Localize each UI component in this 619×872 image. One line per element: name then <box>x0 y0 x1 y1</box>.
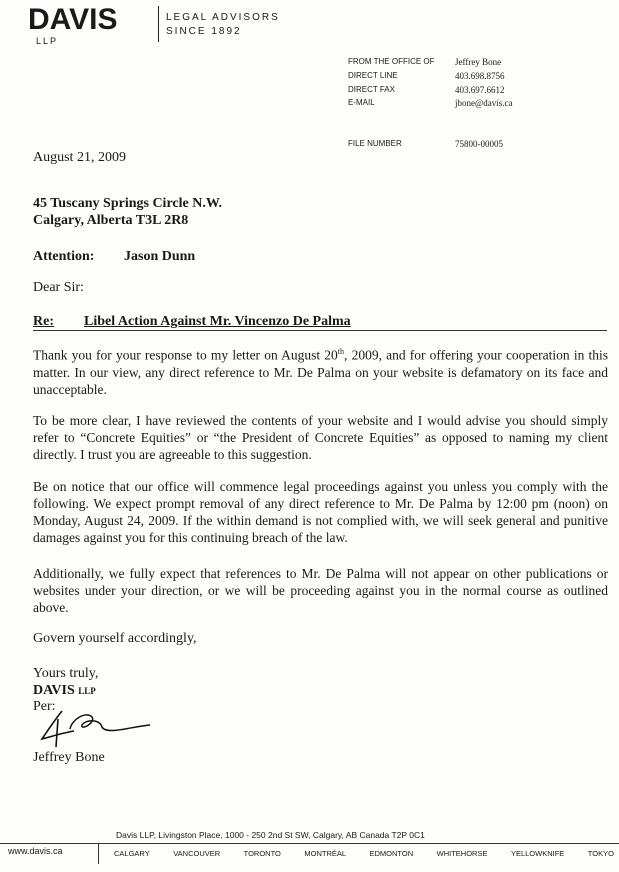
attention-label: Attention: <box>33 249 95 264</box>
city-item: VANCOUVER <box>173 849 221 858</box>
footer-website-link[interactable]: www.davis.ca <box>8 846 63 856</box>
from-value: Jeffrey Bone <box>455 57 502 67</box>
footer-address: Davis LLP, Livingston Place, 1000 - 250 2nd St SW, Calgary, AB Canada T2P 0C1 <box>116 830 425 840</box>
firm-logo-suffix: LLP <box>36 36 59 46</box>
tagline-since: SINCE 1892 <box>166 26 242 37</box>
email-value[interactable]: jbone@davis.ca <box>455 98 513 108</box>
footer-divider <box>98 843 99 864</box>
direct-line-label: DIRECT LINE <box>348 71 398 80</box>
paragraph-2: To be more clear, I have reviewed the contents of your website and I would advise you should simply refer to “Concrete Equities” or “the President of Concrete Equities” as opposed to naming my client directly. I trust you are agreeable to this suggestion. <box>33 413 608 462</box>
city-item: YELLOWKNIFE <box>510 849 565 858</box>
file-number-value: 75800-00005 <box>455 139 503 149</box>
re-subject: Libel Action Against Mr. Vincenzo De Palma <box>84 314 351 329</box>
city-item: WHITEHORSE <box>436 849 488 858</box>
per-label: Per: <box>33 699 56 714</box>
firm-logo: DAVIS <box>28 3 118 36</box>
signatory-name: Jeffrey Bone <box>33 750 105 765</box>
tagline-legal-advisors: LEGAL ADVISORS <box>166 12 280 23</box>
direct-fax-label: DIRECT FAX <box>348 85 395 94</box>
sign-firm: DAVIS LLP <box>33 683 96 698</box>
re-label: Re: <box>33 314 54 329</box>
file-number-label: FILE NUMBER <box>348 139 402 148</box>
paragraph-3: Be on notice that our office will commence legal proceedings against you unless you comply with the following. We expect prompt removal of any direct reference to Mr. De Palma by 12:00 pm (noon) on Monday, August 24, 2009. If the within demand is not complied with, we will seek general and punitive damages against you for this continuing breach of the law. <box>33 479 608 545</box>
city-item: CALGARY <box>114 849 150 858</box>
attention-name: Jason Dunn <box>124 249 196 264</box>
footer-rule <box>0 843 619 844</box>
city-item: MONTRÉAL <box>304 849 347 858</box>
footer-city-list <box>114 849 614 858</box>
letter-date: August 21, 2009 <box>33 150 126 165</box>
email-label: E-MAIL <box>348 98 375 107</box>
logo-divider <box>158 6 159 42</box>
closing-line: Govern yourself accordingly, <box>33 631 197 646</box>
city-item: EDMONTON <box>369 849 414 858</box>
city-item: TOKYO <box>587 849 614 858</box>
address-line-2: Calgary, Alberta T3L 2R8 <box>33 213 189 228</box>
direct-line-value: 403.698.8756 <box>455 71 505 81</box>
re-rule <box>33 330 607 331</box>
paragraph-4: Additionally, we fully expect that references to Mr. De Palma will not appear on other publications or websites under your direction, or we will be proceeding against you in the normal course as outlined above. <box>33 566 608 615</box>
city-item: TORONTO <box>243 849 281 858</box>
paragraph-1: Thank you for your response to my letter on August 20th, 2009, and for offering your cooperation in this matter. In our view, any direct reference to Mr. De Palma on your website is defamatory on its face and unacceptable. <box>33 347 608 397</box>
from-label: FROM THE OFFICE OF <box>348 57 435 66</box>
sign-off: Yours truly, <box>33 666 99 681</box>
handwritten-signature <box>40 705 160 755</box>
address-line-1: 45 Tuscany Springs Circle N.W. <box>33 196 223 211</box>
direct-fax-value: 403.697.6612 <box>455 85 505 95</box>
salutation: Dear Sir: <box>33 280 84 295</box>
